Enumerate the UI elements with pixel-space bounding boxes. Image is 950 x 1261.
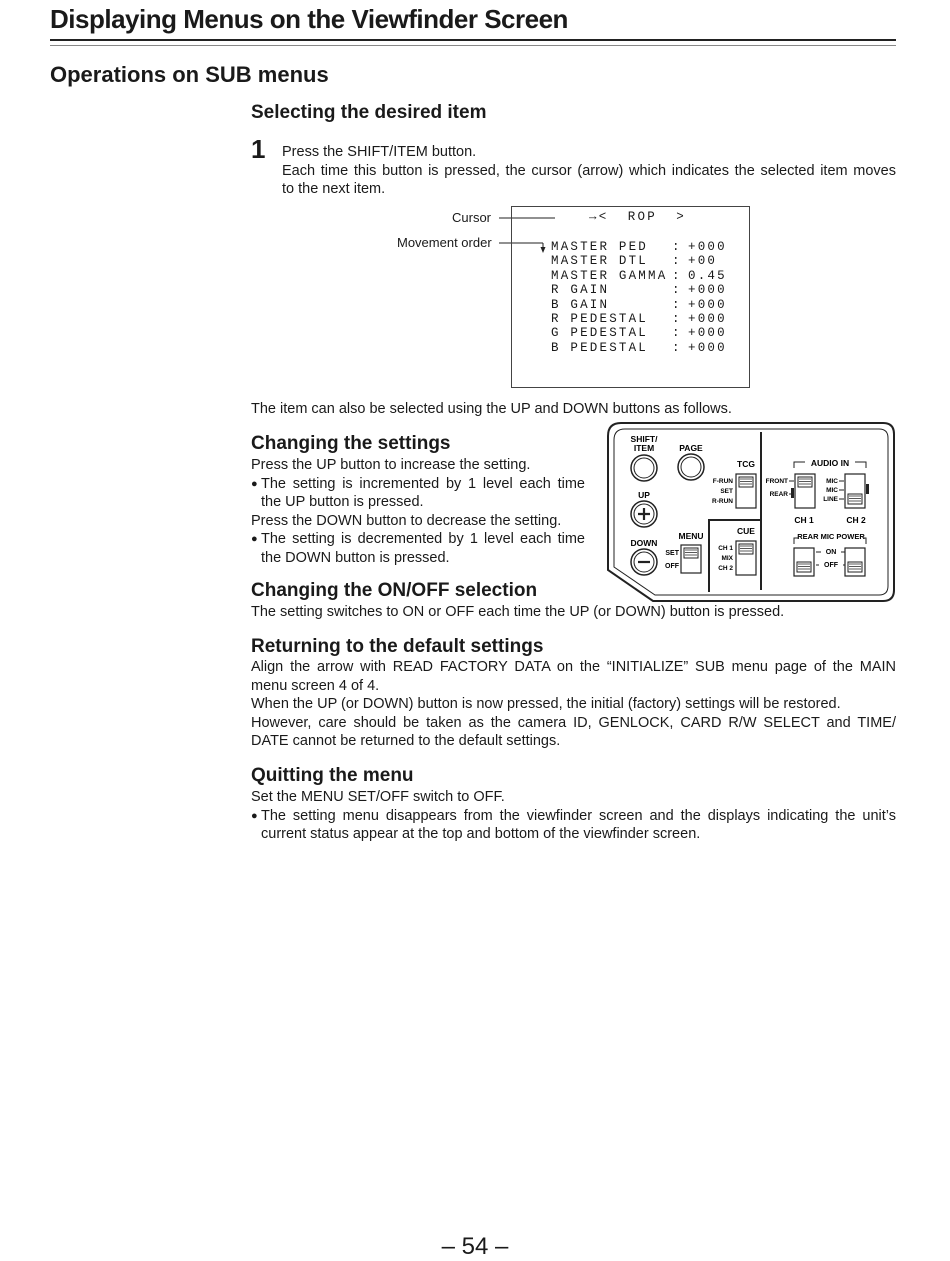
shift-item-label-1: SHIFT/	[630, 434, 658, 444]
quitting-line: current status appear at the top and bottom of the viewfinder screen.	[261, 826, 701, 842]
quitting-bullet-item	[251, 807, 896, 844]
menu-item-colon: :	[672, 240, 682, 254]
menu-item-name: R GAIN	[551, 283, 610, 298]
heading-selecting: Selecting the desired item	[251, 102, 487, 123]
control-panel-illustration	[605, 420, 897, 604]
shift-item-button[interactable]	[631, 455, 657, 481]
ch1-label: CH 1	[794, 515, 814, 525]
menu-item-colon: :	[672, 340, 682, 355]
power-off-label: OFF	[824, 562, 838, 569]
menu-item-name: G PEDESTAL	[551, 326, 649, 341]
heading-default: Returning to the default settings	[251, 636, 544, 657]
menu-item-value: +000	[688, 283, 727, 298]
menu-item-colon: :	[672, 297, 682, 312]
changing-line: Press the UP button to increase the setting.	[251, 457, 531, 473]
line-label: LINE	[823, 496, 838, 503]
menu-item-row	[551, 298, 741, 312]
changing-bullet-item	[251, 530, 585, 567]
menu-item-name: B PEDESTAL	[551, 340, 649, 355]
step-text	[282, 143, 896, 199]
title-rule	[50, 39, 896, 41]
movement-order-label: Movement order	[397, 235, 492, 250]
menu-item-row	[551, 254, 741, 268]
menu-item-name: R PEDESTAL	[551, 311, 649, 326]
menu-item-colon: :	[672, 311, 682, 326]
menu-item-value: +000	[688, 340, 727, 355]
menu-item-name: MASTER GAMMA	[551, 268, 668, 283]
mic-label: MIC	[826, 478, 838, 485]
front-label: FRONT	[765, 478, 788, 485]
menu-item-colon: :	[672, 283, 682, 298]
cue-label: CUE	[737, 526, 755, 536]
default-line: When the UP (or DOWN) button is now pressed, the initial (factory) settings will be restored.	[251, 696, 841, 712]
cue-mix-label: MIX	[721, 555, 733, 562]
menu-item-value: +000	[688, 240, 727, 254]
section-title: Operations on SUB menus	[50, 62, 329, 87]
cursor-label: Cursor	[452, 210, 492, 225]
menu-off-label: OFF	[665, 563, 679, 570]
default-line: Align the arrow with READ FACTORY DATA on the “INITIALIZE” SUB menu page of the MAIN	[251, 659, 896, 675]
up-label: UP	[638, 490, 650, 500]
step-number: 1	[251, 134, 266, 164]
cue-ch1-label: CH 1	[718, 545, 733, 552]
ch2-label: CH 2	[846, 515, 866, 525]
menu-item-row	[551, 341, 741, 355]
changing-text	[251, 456, 585, 567]
bullet: ●	[251, 477, 258, 490]
menu-header-line: →< ROP >	[589, 210, 687, 224]
default-text	[251, 658, 896, 751]
changing-bullet-item	[251, 475, 585, 512]
page-button[interactable]	[678, 454, 704, 480]
page-number: – 54 –	[441, 1233, 509, 1260]
changing-line: The setting is incremented by 1 level each time	[261, 475, 585, 492]
bullet: ●	[251, 533, 258, 545]
step-line: to the next item.	[282, 181, 386, 197]
menu-item-colon: :	[672, 254, 682, 269]
menu-item-value: +00	[688, 254, 718, 269]
changing-line: the DOWN button is pressed.	[261, 549, 450, 566]
bullet: ●	[251, 809, 258, 822]
step-line: Press the SHIFT/ITEM button.	[282, 144, 477, 160]
default-line: However, care should be taken as the camera ID, GENLOCK, CARD R/W SELECT and TIME/	[251, 714, 896, 731]
quitting-line: The setting menu disappears from the viewfinder screen and the displays indicating the unit’s	[261, 807, 896, 824]
menu-item-value: 0.45	[688, 268, 727, 283]
changing-line: the UP button is pressed.	[261, 494, 424, 510]
tcg-label: TCG	[737, 459, 755, 469]
menu-item-name: MASTER DTL	[551, 254, 649, 269]
selecting-note: The item can also be selected using the UP and DOWN buttons as follows.	[251, 401, 732, 417]
step-line: Each time this button is pressed, the cursor (arrow) which indicates the selected item moves	[282, 162, 896, 179]
cue-ch2-label: CH 2	[718, 565, 733, 572]
menu-item-value: +000	[688, 311, 727, 326]
power-on-label: ON	[825, 549, 837, 556]
menu-item-value: +000	[688, 326, 727, 341]
menu-label: MENU	[678, 531, 704, 541]
menu-item-row	[551, 240, 741, 254]
quitting-line: Set the MENU SET/OFF switch to OFF.	[251, 789, 505, 805]
rear-label: REAR	[769, 491, 788, 498]
changing-line: Press the DOWN button to decrease the setting.	[251, 512, 562, 529]
menu-item-row	[551, 283, 741, 297]
tcg-frun-label: F-RUN	[712, 478, 733, 485]
title-rule-thin	[50, 45, 896, 46]
onoff-text: The setting switches to ON or OFF each time the UP (or DOWN) button is pressed.	[251, 604, 785, 620]
heading-changing: Changing the settings	[251, 433, 451, 454]
menu-item-row	[551, 312, 741, 326]
page-label: PAGE	[679, 443, 703, 453]
tcg-rrun-label: R-RUN	[712, 498, 733, 505]
rear-mic-power-label: REAR MIC POWER	[797, 532, 865, 541]
changing-line: The setting is decremented by 1 level each time	[261, 531, 585, 547]
page-title: Displaying Menus on the Viewfinder Screen	[50, 4, 568, 34]
heading-quitting: Quitting the menu	[251, 765, 414, 786]
mic-label: MIC	[826, 487, 838, 494]
default-line: menu screen 4 of 4.	[251, 677, 380, 694]
menu-item-name: B GAIN	[551, 297, 610, 312]
menu-item-row	[551, 326, 741, 340]
menu-set-label: SET	[665, 550, 679, 557]
down-label: DOWN	[630, 538, 658, 548]
heading-onoff: Changing the ON/OFF selection	[251, 580, 538, 601]
menu-item-colon: :	[672, 326, 682, 341]
menu-item-value: +000	[688, 297, 727, 312]
shift-item-label-2: ITEM	[633, 443, 655, 453]
tcg-set-label: SET	[720, 488, 733, 495]
menu-item-row	[551, 269, 741, 283]
menu-item-name: MASTER PED	[551, 240, 649, 254]
menu-items	[551, 240, 741, 355]
quitting-text	[251, 788, 896, 844]
default-line: DATE cannot be returned to the default settings.	[251, 733, 561, 749]
menu-item-colon: :	[672, 268, 682, 283]
audio-in-label: AUDIO IN	[810, 458, 850, 468]
